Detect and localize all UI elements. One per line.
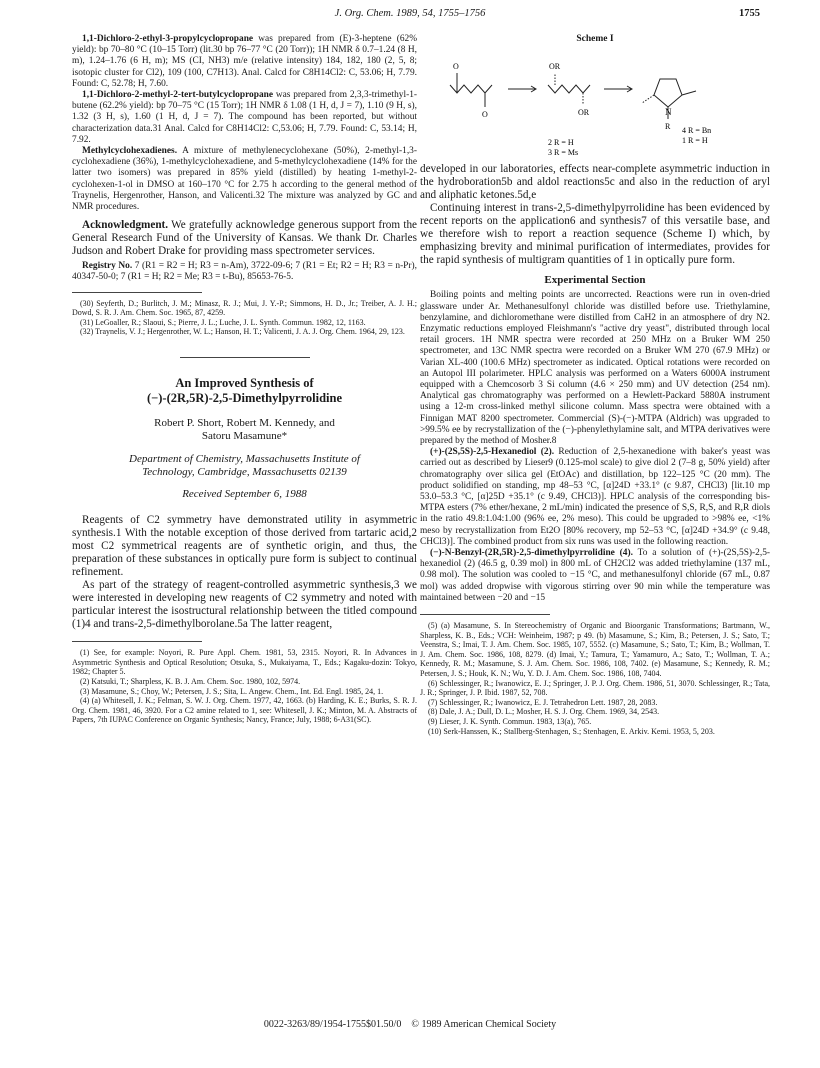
experimental-heading: Experimental Section xyxy=(544,274,646,287)
article-title: An Improved Synthesis of (−)-(2R,5R)-2,5-Dimethylpyrrolidine xyxy=(146,376,343,405)
footnote-6: (6) Schlessinger, R.; Iwanowicz, E. J.; Springer, J. P. J. Org. Chem. 1986, 51, 3070. Schlessinger, R.; Tata, J. R.; Springer, J. P. Ibid. 1987, 52, 708. xyxy=(420,678,770,698)
footnote-10: (10) Serk-Hanssen, K.; Stallberg-Stenhagen, S.; Stenhagen, E. Arkiv. Kemi. 1953, 5, 203. xyxy=(428,726,715,736)
footnote-4: (4) (a) Whitesell, J. K.; Felman, S. W. J. Org. Chem. 1977, 42, 1663. (b) Harding, K. E.; Burks, S. R. J. Org. Chem. 1981, 46, 3920. For a C2 amine related to 1, see: Whitesell, J. K.; Minton, M. A. Abstracts of Papers, 7th IUPAC Conference on Organic Synthesis; Nancy, France; July, 1988; 6-A31(SC). xyxy=(72,696,417,725)
experimental-benzyl-pyrrolidine: (−)-N-Benzyl-(2R,5R)-2,5-dimethylpyrrolidine (4). To a solution of (+)-(2S,5S)-2,5-hexanediol (2) (46.5 g, 0.39 mol) in 800 mL of CH2Cl2 was added triethylamine (137 mL, 0.98 mol). The solution was cooled to −15 °C, and methanesulfonyl chloride (67 mL, 0.87 mol) was added dropwise with vigorous stirring over 90 min while the temperature was maintained between −20 and −15 xyxy=(420,548,771,603)
scheme-label-n: N xyxy=(665,107,672,118)
footnote-divider xyxy=(72,292,202,293)
left-column xyxy=(72,34,417,725)
experimental-hexanediol: (+)-(2S,5S)-2,5-Hexanediol (2). Reduction of 2,5-hexanedione with baker's yeast was carried out as described by Lieser9 (0.125-mol scale) to give diol 2 (7–8 g, 50% yield) after chromatography over silica gel (EtOAc) and distillation, bp 122–125 °C (20 mm). The product solidified on standing, mp 48–53 °C, [α]24D +33.1° (c 9.87, CHCl3) [lit.10 mp 53.0–53.3 °C, [α]25D +35.1° (c 9.49, CHCl3)]. HPLC analysis of the corresponding bis-MTPA esters (7% ether/hexane, 2 mL/min) indicated the presence of S,S, R,S, and R,R diols in the ratio 49.8:1.04:1.00 (96% ee, 2% meso). This could be upgraded to >98% ee, <1% meso by recrystallization from Et2O [80% recovery, mp 52–53 °C, [α]24D +34.9° (c 9.48, CHCl3)]. The combined product from six runs was used in the following reaction. xyxy=(420,447,770,547)
intro-paragraph-2: As part of the strategy of reagent-controlled asymmetric synthesis,3 we were interested in developing new reagents of C2 symmetry and noted with particular interest the isostructural relationship between the titled compound (1)4 and trans-2,5-dimethylborolane.5a The latter reagent, xyxy=(72,579,417,631)
registry-numbers: Registry No. 7 (R1 = R2 = H; R3 = n-Am), 3722-09-6; 7 (R1 = Et; R2 = H; R3 = n-Pr), 40347-50-0; 7 (R1 = H; R2 = Me; R3 = t-Bu), 85653-76-5. xyxy=(72,261,417,283)
footnote-divider-3 xyxy=(420,614,550,615)
paragraph-interest: Continuing interest in trans-2,5-dimethylpyrrolidine has been evidenced by recent reports on the application6 and synthesis7 of this versatile base, and we therefore wish to report a reaction sequence (Scheme I) which, by emphasizing brevity and minimal purification of intermediates, provides for the rapid synthesis of multigram quantities of 1 in optically pure form. xyxy=(420,202,770,267)
scheme-title: Scheme I xyxy=(576,34,614,44)
journal-citation: J. Org. Chem. 1989, 54, 1755–1756 xyxy=(334,8,486,19)
reaction-scheme-svg xyxy=(420,45,770,157)
scheme-label-2: 2 R = H xyxy=(548,138,574,148)
intro-paragraph-1: Reagents of C2 symmetry have demonstrated utility in asymmetric synthesis.1 With the notable exception of those derived from tartaric acid,2 most C2 symmetrical reagents are of synthetic origin, and thus, the preparation of these substances in optically pure form is subject to continual refinement. xyxy=(72,514,417,579)
received-date: Received September 6, 1988 xyxy=(182,488,307,501)
footnote-3: (3) Masamune, S.; Choy, W.; Petersen, J. S.; Sita, L. Angew. Chem., Int. Ed. Engl. 1985, 24, 1. xyxy=(80,686,384,696)
footnote-32: (32) Traynelis, V. J.; Hergenrother, W. L.; Hanson, H. T.; Valicenti, J. A. J. Org. Chem. 1964, 29, 123. xyxy=(80,327,405,337)
footnote-30: (30) Seyferth, D.; Burlitch, J. M.; Minasz, R. J.; Mui, J. Y.-P.; Simmons, H. D., Jr.; Treiber, A. J. H.; Dowd, S. R. J. Am. Chem. Soc. 1965, 87, 4259. xyxy=(72,298,417,318)
pyrrolidine-ring xyxy=(654,79,682,107)
article-code: 0022-3263/89/1954-1755$01.50/0 xyxy=(263,1019,402,1030)
copyright-notice: © 1989 American Chemical Society xyxy=(411,1019,557,1030)
footnotes-right xyxy=(420,621,770,736)
scheme-label-o1: O xyxy=(453,62,459,72)
experimental-general: Boiling points and melting points are uncorrected. Reactions were run in oven-dried glassware under Ar. Methanesulfonyl chloride was distilled before use. Triethylamine, benzylamine, and dichloromethane were distilled from CaH2 in an atmosphere of dry N2. Enzymatic reductions employed Fleishmann's "active dry yeast", distributed through local retail grocers. 1H NMR spectra were recorded at 250 MHz on a Bruker WM 250 spectrometer, and 13C NMR spectra were recorded on a Bruker WM 270 (67.9 MHz) or Varian XL-400 (100.6 MHz) spectrometer as indicated. Optical rotations were recorded on an Autopol III polarimeter. HPLC analysis was performed on a Waters 6000A instrument equipped with a Chemcosorb 3 Si column (4.6 × 250 mm) and UV detection (254 nm). Analytical gas chromatography was performed on a Hewlett-Packard 5880A instrument using a 12-m cross-linked methyl silicone column. Mass spectra were obtained with a Finnigan MAT 8200 spectrometer. Commercial (S)-(−)-MTPA (Aldrich) was upgraded to >99.5% ee by recrystallization of the (−)-phenylethylamine salt, and MTPA derivatives were prepared by the method of Mosher.8 xyxy=(420,290,770,447)
paragraph-dichloro-ethyl: 1,1-Dichloro-2-ethyl-3-propylcyclopropane was prepared from (E)-3-heptene (62% yield): bp 70–80 °C (10–15 Torr) (lit.30 bp 76–77 °C (20 Torr)); 1H NMR δ 0.7–1.24 (8 H, m), 1.24–1.76 (6 H, m); MS (CI, NH3) m/e (relative intensity) 184, 182, 180 (2, 5, 8; isotopic cluster for Cl2), 109 (100, C7H13). Anal. Calcd for C8H14Cl2: C, 53.06; H, 7.79. Found: C, 52.78; H, 7.60. xyxy=(72,34,417,89)
footnotes-bottom-left xyxy=(72,648,417,725)
footnote-9: (9) Lieser, J. K. Synth. Commun. 1983, 13(a), 765. xyxy=(428,717,592,727)
footnote-8: (8) Dale, J. A.; Dull, D. L.; Mosher, H. S. J. Org. Chem. 1969, 34, 2543. xyxy=(428,707,660,717)
footnote-2: (2) Katsuki, T.; Sharpless, K. B. J. Am. Chem. Soc. 1980, 102, 5974. xyxy=(80,677,301,687)
scheme-diagram xyxy=(420,45,770,163)
scheme-label-4: 4 R = Bn xyxy=(682,126,712,136)
scheme-label-r: R xyxy=(665,122,671,132)
authors: Robert P. Short, Robert M. Kennedy, and Satoru Masamune* xyxy=(154,417,335,443)
article-divider xyxy=(180,357,310,358)
footnotes-top xyxy=(72,299,417,337)
scheme-label-1: 1 R = H xyxy=(682,136,708,146)
diketone-chain xyxy=(450,85,492,93)
footnote-1: (1) See, for example: Noyori, R. Pure Appl. Chem. 1981, 53, 2315. Noyori, R. In Advances in Asymmetric Synthesis and Optical Resolution; Otsuka, S., Mukaiyama, T., Eds.; Kagaku-dozin: Tokyo, 1982; Chapter 5. xyxy=(72,648,417,677)
footnote-divider-2 xyxy=(72,641,202,642)
footnote-5: (5) (a) Masamune, S. In Stereochemistry of Organic and Bioorganic Transformations; Bartmann, W., Sharpless, K. B., Eds.; VCH: Weinheim, 1987; p 49. (b) Masamune, S.; Kim, B.; Petersen, J. S.; Sato, T.; Veenstra, S.; Imai, T. J. Am. Chem. Soc. 1985, 107, 5552. (c) Masamune, S.; Sato, T.; Kim, B.; Wollman, T. J. Am. Chem. Soc. 1986, 108, 8279. (d) Imai, Y.; Tamura, T.; Yamamuro, A.; Sato, T.; Wollman, T. A.; Kennedy, R. M.; Masamune, S. J. Am. Chem. Soc. 1986, 108, 7402. (e) Masamune, S.; Kennedy, R. M.; Petersen, J. S.; Houk, K. N.; Wu, Y. D. J. Am. Chem. Soc. 1986, 108, 7404. xyxy=(420,621,770,679)
running-header xyxy=(60,8,760,24)
footnote-31: (31) LeGoaller, R.; Slaoui, S.; Pierre, J. L.; Luche, J. L. Synth. Commun. 1982, 12, 1163. xyxy=(80,317,366,327)
page-footer xyxy=(0,1019,820,1030)
footnote-7: (7) Schlessinger, R.; Iwanowicz, E. J. Tetrahedron Lett. 1987, 28, 2083. xyxy=(428,697,658,707)
paragraph-dichloro-methyl: 1,1-Dichloro-2-methyl-2-tert-butylcyclopropane was prepared from 2,3,3-trimethyl-1-butene (62.2% yield): bp 70–75 °C (15 Torr); 1H NMR δ 1.08 (1 H, d, J = 7), 1.10 (9 H, s), 1.32 (3 H, s), 1.60 (1 H, d, J = 7). The compound has been reported, but without characterization data.31 Anal. Calcd for C8H14Cl2: C,53.06; H, 7.79. Found: C, 53.14; H, 7.92. xyxy=(72,90,417,145)
affiliation: Department of Chemistry, Massachusetts Institute of Technology, Cambridge, Massachusetts 02139 xyxy=(129,453,360,479)
scheme-label-or1: OR xyxy=(549,62,561,72)
page-number: 1755 xyxy=(739,8,760,19)
right-column xyxy=(420,34,770,736)
paragraph-methylcyclohexadienes: Methylcyclohexadienes. A mixture of methylenecyclohexane (50%), 2-methyl-1,3-cyclohexadiene (36%), 1-methylcyclohexadiene, and 5-methylcyclohexadiene (14% for the latter two isomers) was prepared in 85% yield (distilled) by heating 1-methyl-2-cyclohexen-1-ol in DMSO at 160–170 °C for 2.75 h according to the general method of Traynelis, Hergenrother, Hanson, and Valicenti.32 The mixture was analyzed by GC and NMR procedures. xyxy=(72,146,417,213)
diol-chain xyxy=(548,85,590,93)
paragraph-continued: developed in our laboratories, effects near-complete asymmetric induction in the hydroboration5b and aldol reactions5c and also in the reduction of aryl and aliphatic ketones.5d,e xyxy=(420,163,770,202)
acknowledgment: Acknowledgment. We gratefully acknowledge generous support from the General Research Fund of the University of Kansas. We thank Dr. Charles Judson and Robert Drake for providing mass spectrometer services. xyxy=(72,219,417,258)
scheme-label-3: 3 R = Ms xyxy=(548,148,579,158)
scheme-label-o2: O xyxy=(482,110,488,120)
scheme-label-or2: OR xyxy=(578,108,590,118)
